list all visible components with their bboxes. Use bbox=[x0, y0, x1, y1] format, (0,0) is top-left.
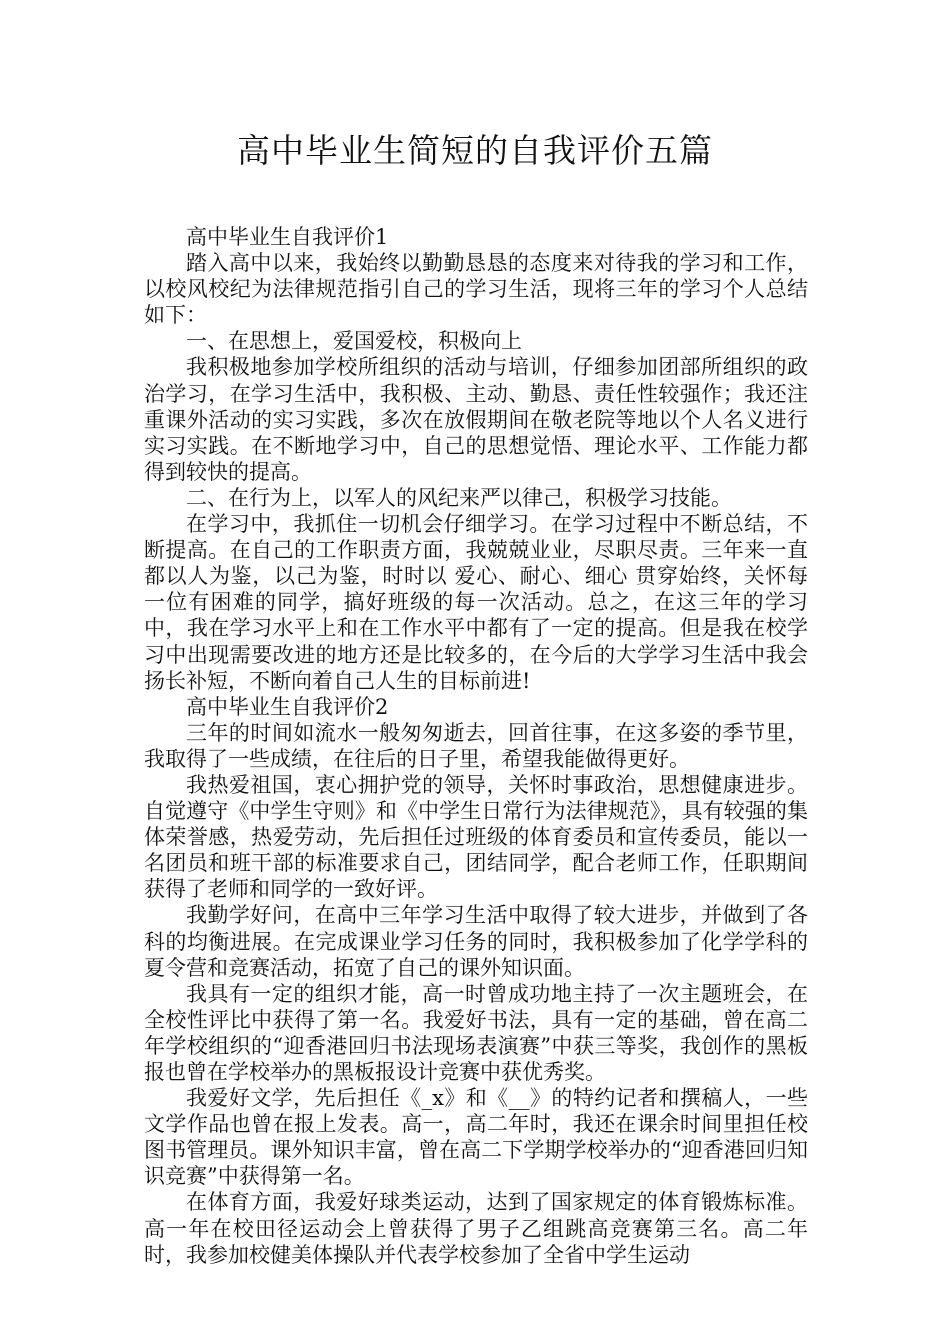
document-body bbox=[144, 224, 808, 1268]
section-heading-1: 高中毕业生自我评价1 bbox=[186, 225, 389, 249]
subheading-thought: 一、在思想上，爱国爱校，积极向上 bbox=[186, 329, 522, 354]
paragraph: 在体育方面，我爱好球类运动，达到了国家规定的体育锻炼标准。高一年在校田径运动会上曾获得了男子乙组跳高竞赛第三名。高二年时，我参加校健美体操队并代表学校参加了全省中学生运动 bbox=[144, 1190, 808, 1267]
paragraph: 我具有一定的组织才能，高一时曾成功地主持了一次主题班会，在全校性评比中获得了第一名。我爱好书法，具有一定的基础，曾在高二年学校组织的“迎香港回归书法现场表演赛”中获三等奖，我创作的黑板报也曾在学校举办的黑板报设计竞赛中获优秀奖。 bbox=[144, 981, 808, 1084]
paragraph: 踏入高中以来，我始终以勤勤恳恳的态度来对待我的学习和工作，以校风校纪为法律规范指引自己的学习生活，现将三年的学习个人总结如下： bbox=[144, 251, 808, 328]
paragraph: 我勤学好问，在高中三年学习生活中取得了较大进步，并做到了各科的均衡进展。在完成课业学习任务的同时，我积极参加了化学学科的夏令营和竞赛活动，拓宽了自己的课外知识面。 bbox=[144, 903, 808, 980]
paragraph: 三年的时间如流水一般匆匆逝去，回首往事，在这多姿的季节里，我取得了一些成绩，在往后的日子里，希望我能做得更好。 bbox=[144, 720, 808, 771]
paragraph: 我积极地参加学校所组织的活动与培训，仔细参加团部所组织的政治学习，在学习生活中，我积极、主动、勤恳、责任性较强作；我还注重课外活动的实习实践，多次在放假期间在敬老院等地以个人名义进行实习实践。在不断地学习中，自己的思想觉悟、理论水平、工作能力都得到较快的提高。 bbox=[144, 355, 808, 484]
subheading-behavior: 二、在行为上，以军人的风纪来严以律己，积极学习技能。 bbox=[186, 485, 732, 510]
paragraph: 我爱好文学，先后担任《_x》和《__》的特约记者和撰稿人，一些文学作品也曾在报上发表。高一，高二年时，我还在课余时间里担任校图书管理员。课外知识丰富，曾在高二下学期学校举办的“迎香港回归知识竞赛”中获得第一名。 bbox=[144, 1086, 808, 1189]
paragraph: 我热爱祖国，衷心拥护党的领导，关怀时事政治，思想健康进步。自觉遵守《中学生守则》和《中学生日常行为法律规范》，具有较强的集体荣誉感，热爱劳动，先后担任过班级的体育委员和宣传委员，能以一名团员和班干部的标准要求自己，团结同学，配合老师工作，任职期间获得了老师和同学的一致好评。 bbox=[144, 772, 808, 902]
section-heading-2: 高中毕业生自我评价2 bbox=[186, 694, 389, 719]
document-title: 高中毕业生简短的自我评价五篇 bbox=[237, 131, 713, 170]
paragraph: 在学习中，我抓住一切机会仔细学习。在学习过程中不断总结，不断提高。在自己的工作职责方面，我兢兢业业，尽职尽责。三年来一直都以人为鉴，以己为鉴，时时以 爱心、耐心、细心 贯穿始终，关怀每一位有困难的同学，搞好班级的每一次活动。总之，在这三年的学习中，我在学习水平上和在工作水平中都有了一定的提高。但是我在校学习中出现需要改进的地方还是比较多的，在今后的大学学习生活中我会扬长补短，不断向着自己人生的目标前进! bbox=[144, 512, 808, 693]
